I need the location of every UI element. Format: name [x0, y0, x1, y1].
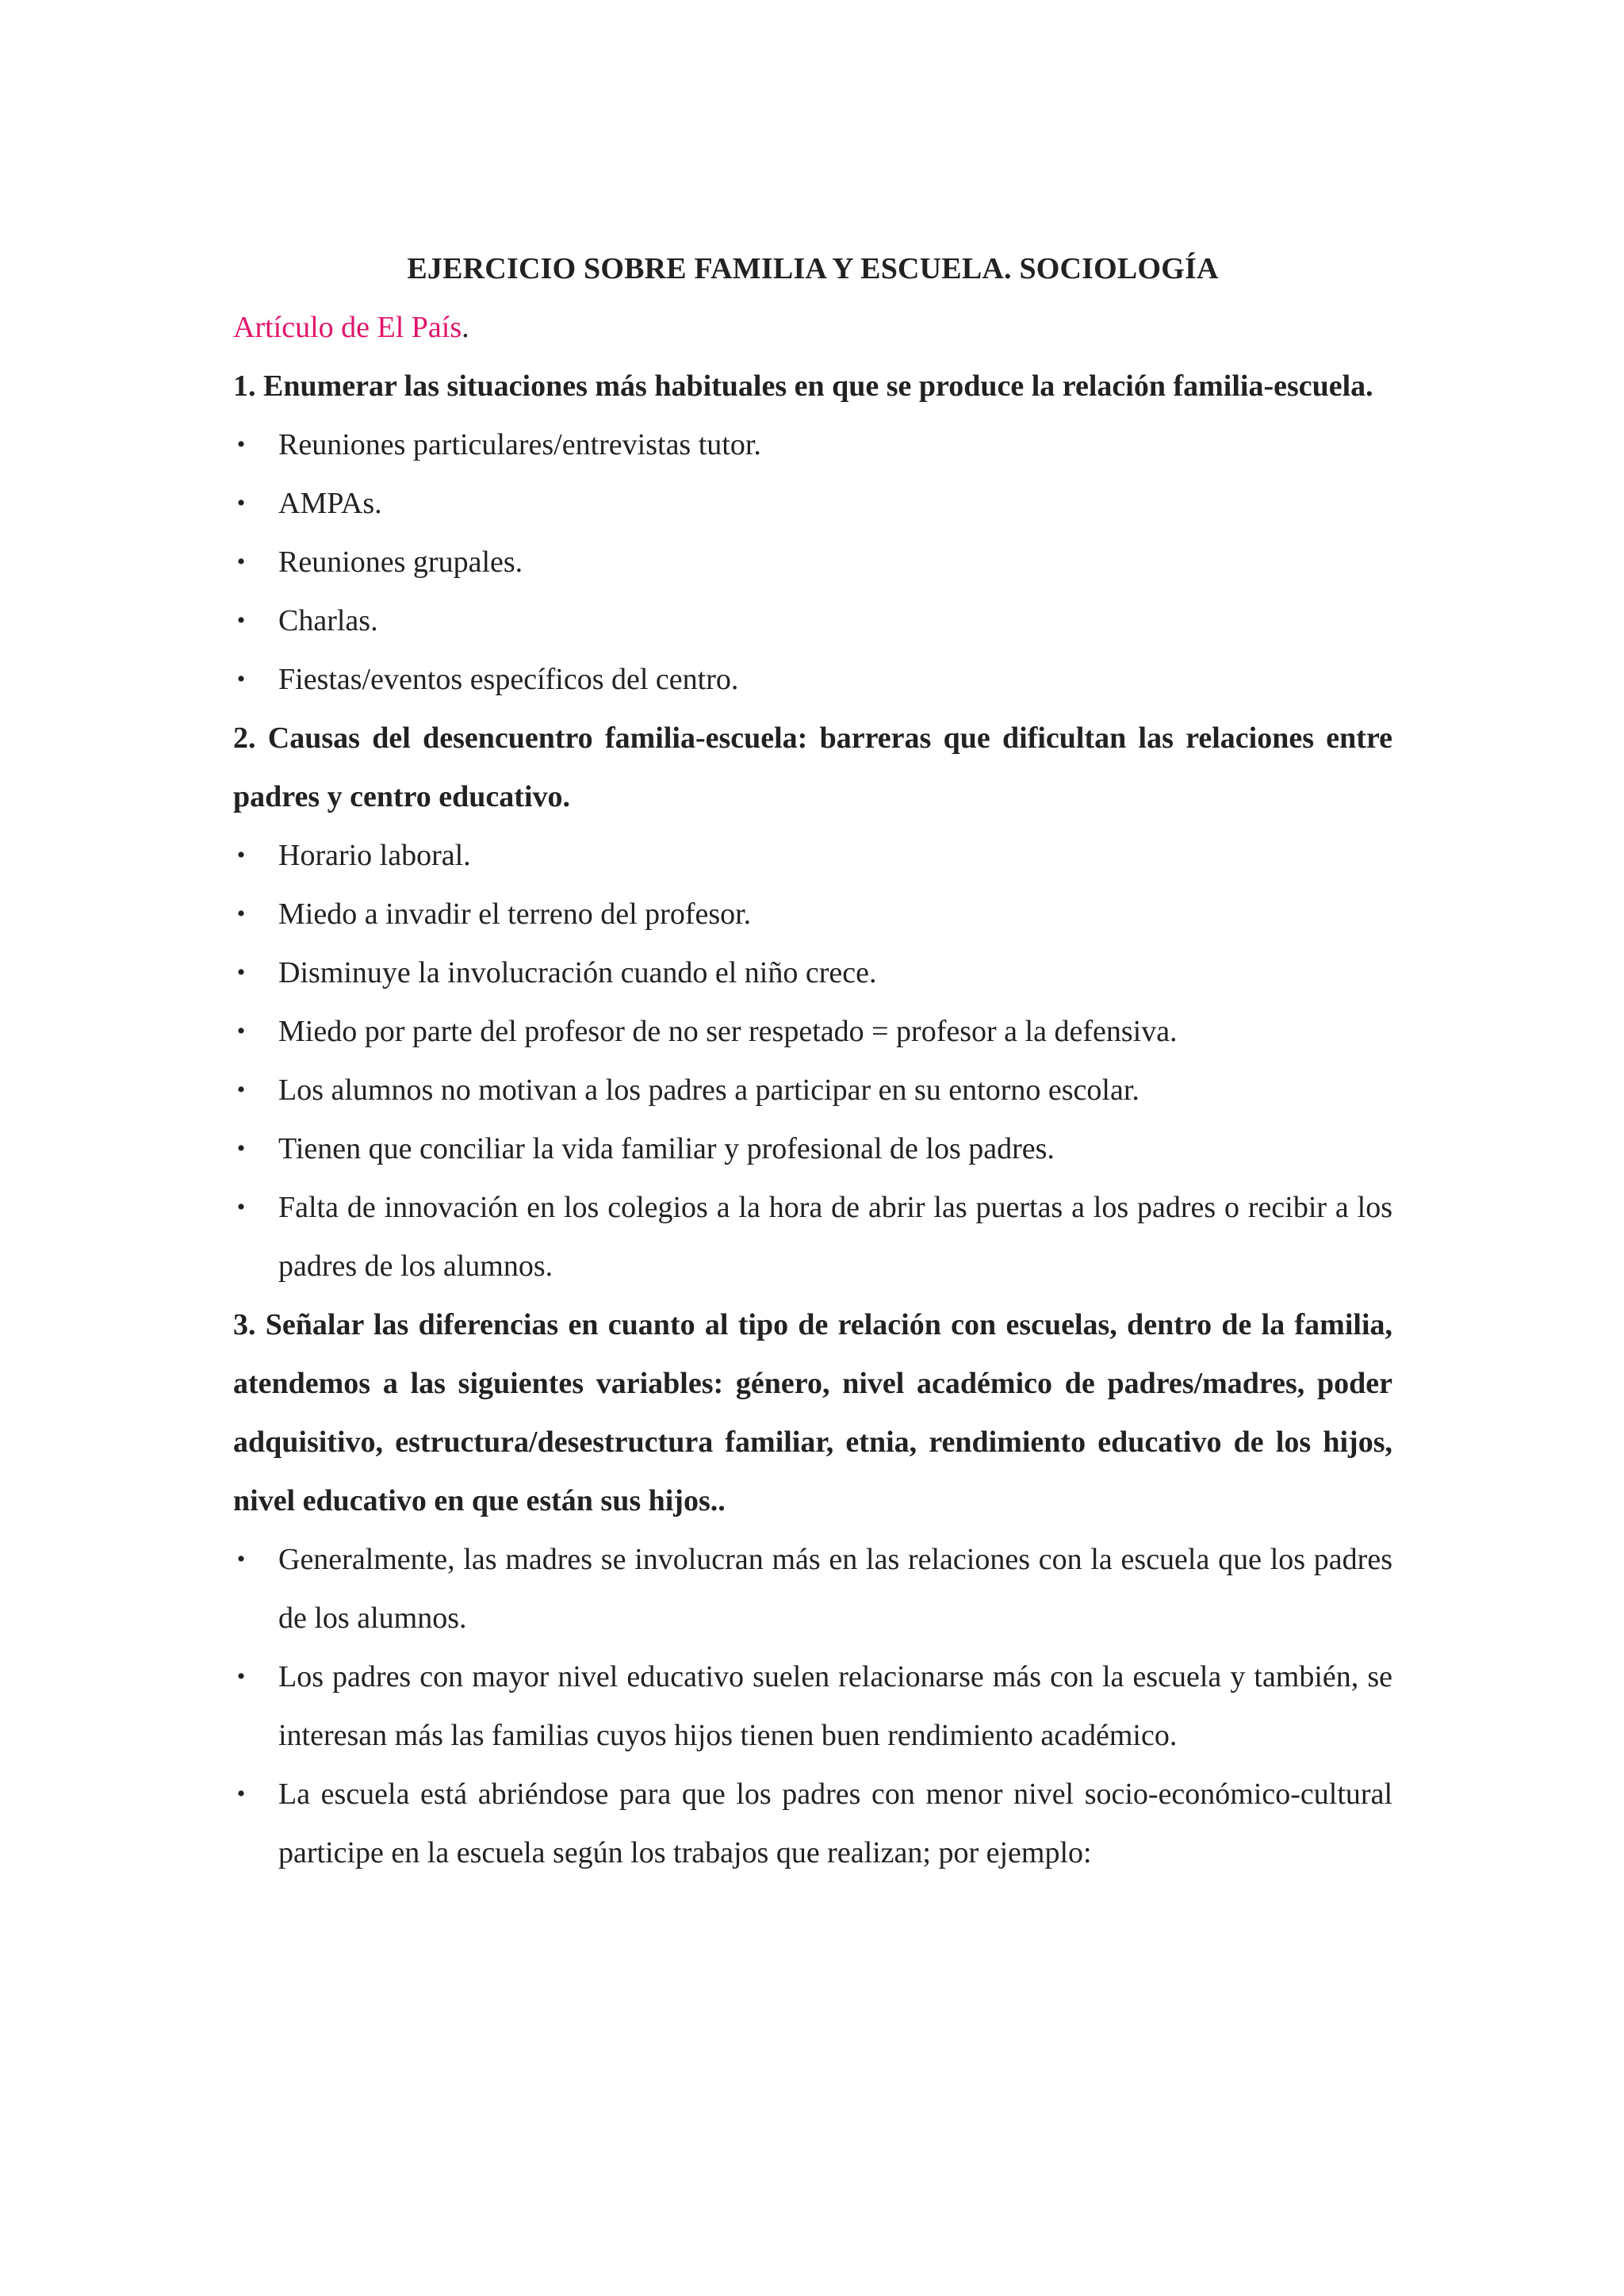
question-3: 3. Señalar las diferencias en cuanto al tipo de relación con escuelas, dentro de la familia, atendemos a las siguientes variables: género, nivel académico de padres/madres, poder adquisitivo, estructura/desestructura familiar, etnia, rendimiento educativo de los hijos, nivel educativo en que están sus hijos..: [233, 1308, 1392, 1517]
question-1: 1. Enumerar las situaciones más habituales en que se produce la relación familia-escuela.: [233, 369, 1373, 403]
bullet-icon: •: [236, 431, 246, 457]
list-item: • Miedo a invadir el terreno del profesor.: [233, 885, 1392, 943]
bullet-icon: •: [236, 959, 246, 985]
list-item: • Fiestas/eventos específicos del centro.: [233, 650, 1392, 709]
answer-list-2: [233, 826, 1392, 1295]
article-link[interactable]: Artículo de El País: [233, 311, 462, 344]
answer-list-3: [233, 1530, 1392, 1882]
bullet-icon: •: [236, 666, 246, 692]
list-item: • Reuniones particulares/entrevistas tutor.: [233, 415, 1392, 474]
article-link-line: [233, 298, 1392, 357]
bullet-icon: •: [236, 1546, 246, 1572]
list-item: • Reuniones grupales.: [233, 533, 1392, 591]
list-item: • AMPAs.: [233, 474, 1392, 533]
bullet-icon: •: [236, 549, 246, 575]
bullet-icon: •: [236, 607, 246, 633]
list-item: • Los alumnos no motivan a los padres a participar en su entorno escolar.: [233, 1061, 1392, 1119]
list-item: • Charlas.: [233, 591, 1392, 650]
list-item: • Horario laboral.: [233, 826, 1392, 885]
bullet-icon: •: [236, 1663, 246, 1689]
bullet-icon: •: [236, 901, 246, 927]
list-item: • La escuela está abriéndose para que los padres con menor nivel socio-económico-cultural participe en la escuela según los trabajos que realizan; por ejemplo:: [233, 1765, 1392, 1882]
article-link-suffix: .: [462, 311, 469, 344]
list-item: • Miedo por parte del profesor de no ser respetado = profesor a la defensiva.: [233, 1002, 1392, 1061]
list-item: • Los padres con mayor nivel educativo suelen relacionarse más con la escuela y también, se interesan más las familias cuyos hijos tienen buen rendimiento académico.: [233, 1647, 1392, 1765]
page-title: EJERCICIO SOBRE FAMILIA Y ESCUELA. SOCIOLOGÍA: [407, 252, 1219, 285]
bullet-icon: •: [236, 842, 246, 868]
bullet-icon: •: [236, 490, 246, 516]
bullet-icon: •: [236, 1018, 246, 1044]
bullet-icon: •: [236, 1077, 246, 1103]
answer-list-1: [233, 415, 1392, 709]
list-item: • Disminuye la involucración cuando el niño crece.: [233, 943, 1392, 1002]
list-item: • Falta de innovación en los colegios a la hora de abrir las puertas a los padres o recibir a los padres de los alumnos.: [233, 1178, 1392, 1295]
bullet-icon: •: [236, 1194, 246, 1220]
document-page: [233, 239, 1392, 1882]
list-item: • Generalmente, las madres se involucran más en las relaciones con la escuela que los padres de los alumnos.: [233, 1530, 1392, 1647]
question-2: 2. Causas del desencuentro familia-escuela: barreras que dificultan las relaciones entre padres y centro educativo.: [233, 721, 1392, 813]
bullet-icon: •: [236, 1135, 246, 1161]
list-item: • Tienen que conciliar la vida familiar y profesional de los padres.: [233, 1119, 1392, 1178]
bullet-icon: •: [236, 1781, 246, 1807]
